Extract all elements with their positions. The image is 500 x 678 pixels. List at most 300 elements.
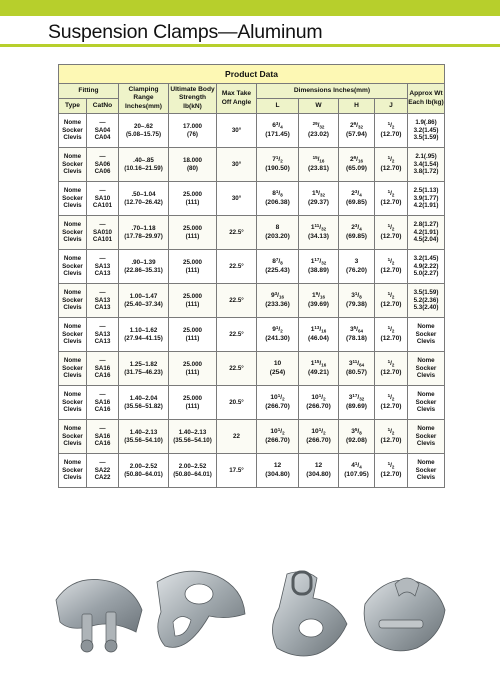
cell-text: (35.56–51.82) bbox=[124, 402, 163, 410]
cell-text: (29.37) bbox=[308, 198, 329, 206]
cell-text: (69.85) bbox=[346, 198, 367, 206]
cell-type bbox=[59, 420, 87, 454]
cell-type bbox=[59, 386, 87, 420]
cell-text: — bbox=[99, 152, 106, 160]
cell-catno bbox=[87, 114, 119, 148]
cell-text: (80.57) bbox=[346, 368, 367, 376]
cell-range bbox=[119, 386, 169, 420]
cell-L: $8^7/8$ (225.43) bbox=[257, 250, 299, 284]
header-L: L bbox=[257, 99, 299, 114]
cell-text: CA16 bbox=[94, 440, 111, 448]
cell-W: 12 (304.80) bbox=[299, 454, 339, 488]
table-row bbox=[59, 352, 445, 386]
cell-text: SA010 bbox=[93, 228, 112, 236]
cell-text: (111) bbox=[185, 266, 200, 274]
cell-text: Clevis bbox=[63, 202, 82, 210]
cell-text: (23.02) bbox=[308, 130, 329, 138]
cell-text: (203.20) bbox=[265, 232, 290, 240]
cell-type bbox=[59, 352, 87, 386]
cell-L: 8 (203.20) bbox=[257, 216, 299, 250]
cell-angle bbox=[217, 250, 257, 284]
cell-catno bbox=[87, 318, 119, 352]
cell-strength bbox=[169, 250, 217, 284]
cell-text: (12.70) bbox=[380, 232, 402, 240]
cell-text: 30° bbox=[231, 160, 242, 168]
cell-text: Socker bbox=[62, 364, 83, 372]
cell-text: CA16 bbox=[94, 372, 111, 380]
cell-range bbox=[119, 318, 169, 352]
header-J: J bbox=[375, 99, 408, 114]
cell-text: SA04 bbox=[94, 126, 111, 134]
cell-angle bbox=[217, 420, 257, 454]
product-photos bbox=[52, 562, 452, 662]
cell-text: 1.9(.86) bbox=[415, 118, 437, 126]
cell-text: 4.2(1.91) bbox=[413, 202, 439, 210]
cell-text: (12.70) bbox=[380, 334, 402, 342]
cell-H: $2^9/16$ (65.09) bbox=[339, 148, 375, 182]
cell-text: 22.5° bbox=[229, 262, 244, 270]
cell-L: $9^1/2$ (241.30) bbox=[257, 318, 299, 352]
cell-text: 4.5(2.04) bbox=[413, 236, 439, 244]
cell-text: (65.09) bbox=[346, 164, 367, 172]
cell-text: CA13 bbox=[94, 304, 111, 312]
cell-L: $6^3/4$ (171.45) bbox=[257, 114, 299, 148]
cell-W: $1^{15}/16$ (49.21) bbox=[299, 352, 339, 386]
cell-J: $^1$/2 (12.70) bbox=[375, 250, 408, 284]
cell-text: Clevis bbox=[63, 168, 82, 176]
cell-text: 1.00–1.47 bbox=[129, 292, 158, 300]
table-row bbox=[59, 454, 445, 488]
cell-text: (266.70) bbox=[306, 402, 331, 410]
cell-text: (111) bbox=[185, 232, 200, 240]
cell-text: (266.70) bbox=[265, 402, 290, 410]
cell-text: CA22 bbox=[94, 474, 111, 482]
cell-range bbox=[119, 284, 169, 318]
cell-text: 4.2(1.91) bbox=[413, 228, 439, 236]
header-fitting: Fitting bbox=[59, 84, 119, 99]
cell-text: 22.5° bbox=[229, 364, 244, 372]
cell-text: (12.70) bbox=[380, 130, 402, 138]
cell-text: 3.5(1.59) bbox=[413, 288, 439, 296]
cell-strength bbox=[169, 420, 217, 454]
cell-text: Nome bbox=[63, 118, 82, 126]
cell-text: 22.5° bbox=[229, 228, 244, 236]
cell-text: SA13 bbox=[94, 330, 111, 338]
cell-range bbox=[119, 352, 169, 386]
cell-L: $8^1/8$ (206.38) bbox=[257, 182, 299, 216]
cell-text: (266.70) bbox=[306, 436, 331, 444]
cell-text: 3.4(1.54) bbox=[413, 160, 439, 168]
cell-text: Clevis bbox=[63, 134, 82, 142]
cell-text: (254) bbox=[269, 368, 286, 376]
title-underline bbox=[0, 44, 500, 47]
cell-text: (35.56–54.10) bbox=[173, 436, 212, 444]
cell-text: CA101 bbox=[92, 236, 113, 244]
cell-text: Nome bbox=[63, 424, 82, 432]
cell-H: $2^3/4$ (69.85) bbox=[339, 182, 375, 216]
cell-text: (17.78–29.97) bbox=[124, 232, 163, 240]
cell-text: (31.75–46.23) bbox=[124, 368, 163, 376]
cell-text: (10.16–21.59) bbox=[124, 164, 163, 172]
cell-text: (92.08) bbox=[346, 436, 367, 444]
cell-text: Socker bbox=[415, 330, 437, 338]
clamp-photo-4 bbox=[357, 570, 452, 662]
cell-text: Nome bbox=[63, 152, 82, 160]
cell-range bbox=[119, 250, 169, 284]
cell-text: (12.70) bbox=[380, 164, 402, 172]
cell-text: 30° bbox=[231, 126, 242, 134]
cell-H: $3^5/8$ (92.08) bbox=[339, 420, 375, 454]
cell-text: (111) bbox=[185, 334, 200, 342]
cell-W: $10^1/2$ (266.70) bbox=[299, 386, 339, 420]
cell-H: $3^{11}/64$ (80.57) bbox=[339, 352, 375, 386]
cell-L: 10 (254) bbox=[257, 352, 299, 386]
table-row bbox=[59, 114, 445, 148]
header-catno: CatNo bbox=[87, 99, 119, 114]
cell-text: (23.81) bbox=[308, 164, 329, 172]
cell-J: $^1$/2 (12.70) bbox=[375, 352, 408, 386]
cell-range bbox=[119, 216, 169, 250]
cell-text: (46.04) bbox=[308, 334, 329, 342]
cell-weight bbox=[408, 250, 445, 284]
cell-text: — bbox=[99, 458, 106, 466]
cell-text: 25.000 bbox=[183, 326, 202, 334]
cell-text: — bbox=[99, 390, 106, 398]
header-type: Type bbox=[59, 99, 87, 114]
cell-text: 20–.62 bbox=[134, 122, 153, 130]
cell-text: Socker bbox=[62, 160, 83, 168]
cell-text: 3.2(1.45) bbox=[413, 126, 439, 134]
cell-text: (304.80) bbox=[306, 470, 331, 478]
cell-text: 22.5° bbox=[229, 296, 244, 304]
cell-text: Socker bbox=[62, 262, 83, 270]
header-W: W bbox=[299, 99, 339, 114]
cell-text: 17.000 bbox=[183, 122, 202, 130]
cell-text: (12.70) bbox=[380, 470, 402, 478]
cell-text: 2.8(1.27) bbox=[413, 220, 439, 228]
cell-type bbox=[59, 148, 87, 182]
cell-range bbox=[119, 420, 169, 454]
cell-text: Socker bbox=[415, 398, 437, 406]
cell-text: (76) bbox=[186, 130, 198, 138]
cell-catno bbox=[87, 148, 119, 182]
cell-text: 17.5° bbox=[229, 466, 244, 474]
cell-text: (233.36) bbox=[265, 300, 290, 308]
cell-text: — bbox=[99, 118, 106, 126]
cell-text: CA13 bbox=[94, 338, 111, 346]
cell-text: SA22 bbox=[94, 466, 111, 474]
cell-W: $^{29}$/32 (23.02) bbox=[299, 114, 339, 148]
cell-text: Socker bbox=[415, 364, 437, 372]
cell-text: (266.70) bbox=[265, 436, 290, 444]
cell-text: Socker bbox=[62, 398, 83, 406]
cell-text: (12.70) bbox=[380, 198, 402, 206]
clamp-photo-3 bbox=[257, 568, 357, 662]
cell-text: (111) bbox=[185, 198, 200, 206]
cell-text: (12.70) bbox=[380, 402, 402, 410]
cell-J: $^1$/2 (12.70) bbox=[375, 386, 408, 420]
cell-text: .40–.85 bbox=[133, 156, 154, 164]
cell-W: $1^{13}/16$ (46.04) bbox=[299, 318, 339, 352]
cell-text: Nome bbox=[63, 390, 82, 398]
cell-text: Nome bbox=[63, 254, 82, 262]
cell-catno bbox=[87, 454, 119, 488]
cell-H: $3^5/64$ (78.18) bbox=[339, 318, 375, 352]
cell-weight bbox=[408, 318, 445, 352]
cell-text: (57.94) bbox=[346, 130, 367, 138]
cell-type bbox=[59, 182, 87, 216]
cell-text: (79.38) bbox=[346, 300, 367, 308]
cell-W: $1^9/16$ (39.69) bbox=[299, 284, 339, 318]
cell-text: (111) bbox=[185, 402, 200, 410]
cell-J: $^1$/2 (12.70) bbox=[375, 454, 408, 488]
cell-text: .90–1.39 bbox=[131, 258, 156, 266]
cell-weight bbox=[408, 114, 445, 148]
cell-W: $1^5/32$ (29.37) bbox=[299, 182, 339, 216]
cell-strength bbox=[169, 284, 217, 318]
cell-weight bbox=[408, 216, 445, 250]
cell-text: Clevis bbox=[63, 338, 82, 346]
cell-text: Clevis bbox=[416, 474, 436, 482]
header-dimensions: Dimensions Inches(mm) bbox=[257, 84, 408, 99]
cell-text: Socker bbox=[62, 330, 83, 338]
cell-angle bbox=[217, 386, 257, 420]
product-data-table bbox=[58, 64, 445, 488]
cell-weight bbox=[408, 352, 445, 386]
cell-J: $^1$/2 (12.70) bbox=[375, 284, 408, 318]
cell-text: (5.08–15.75) bbox=[125, 130, 162, 138]
cell-text: Nome bbox=[417, 322, 435, 330]
cell-text: (89.69) bbox=[346, 402, 367, 410]
header-ultimate: Ultimate Body Strength lb(kN) bbox=[169, 84, 217, 114]
cell-L: $7^1/2$ (190.50) bbox=[257, 148, 299, 182]
cell-text: Nome bbox=[63, 356, 82, 364]
cell-text: — bbox=[99, 356, 106, 364]
cell-text: (107.95) bbox=[344, 470, 369, 478]
cell-range bbox=[119, 454, 169, 488]
cell-text: Clevis bbox=[63, 406, 82, 414]
cell-text: 18.000 bbox=[183, 156, 202, 164]
cell-text: 1.40–2.13 bbox=[178, 428, 207, 436]
cell-text: 25.000 bbox=[183, 394, 202, 402]
header-clamping: Clamping Range Inches(mm) bbox=[119, 84, 169, 114]
cell-text: Nome bbox=[63, 322, 82, 330]
table-row bbox=[59, 318, 445, 352]
cell-text: 30° bbox=[231, 194, 242, 202]
cell-text: 22.5° bbox=[229, 330, 244, 338]
cell-text: 25.000 bbox=[183, 360, 202, 368]
cell-text: (50.80–64.01) bbox=[124, 470, 163, 478]
cell-text: (76.20) bbox=[346, 266, 367, 274]
cell-angle bbox=[217, 114, 257, 148]
cell-text: CA13 bbox=[94, 270, 111, 278]
cell-strength bbox=[169, 454, 217, 488]
cell-text: 5.3(2.40) bbox=[413, 304, 439, 312]
cell-weight bbox=[408, 284, 445, 318]
cell-text: CA101 bbox=[92, 202, 113, 210]
cell-H: 3 (76.20) bbox=[339, 250, 375, 284]
cell-text: Nome bbox=[63, 458, 82, 466]
cell-text: (35.56–54.10) bbox=[124, 436, 163, 444]
table-row bbox=[59, 386, 445, 420]
cell-range bbox=[119, 182, 169, 216]
cell-text: SA16 bbox=[94, 432, 111, 440]
cell-text: (22.86–35.31) bbox=[124, 266, 163, 274]
cell-W: $1^{11}/32$ (34.13) bbox=[299, 216, 339, 250]
cell-text: (50.80–64.01) bbox=[173, 470, 212, 478]
cell-text: — bbox=[99, 424, 106, 432]
cell-text: (206.38) bbox=[265, 198, 290, 206]
cell-text: — bbox=[99, 288, 106, 296]
table-row bbox=[59, 250, 445, 284]
cell-strength bbox=[169, 216, 217, 250]
cell-J: $^1$/2 (12.70) bbox=[375, 318, 408, 352]
cell-text: 25.000 bbox=[183, 292, 202, 300]
cell-text: 3.5(1.59) bbox=[413, 134, 439, 142]
cell-weight bbox=[408, 148, 445, 182]
cell-text: .70–1.18 bbox=[131, 224, 156, 232]
cell-text: 25.000 bbox=[183, 258, 202, 266]
cell-strength bbox=[169, 318, 217, 352]
cell-angle bbox=[217, 352, 257, 386]
cell-text: (12.70) bbox=[380, 368, 402, 376]
cell-text: (12.70) bbox=[380, 300, 402, 308]
cell-W: $1^{17}/32$ (38.89) bbox=[299, 250, 339, 284]
cell-text: (241.30) bbox=[265, 334, 290, 342]
cell-text: (12.70) bbox=[380, 436, 402, 444]
cell-text: Clevis bbox=[416, 338, 436, 346]
cell-text: Clevis bbox=[63, 474, 82, 482]
cell-text: 3.8(1.72) bbox=[413, 168, 439, 176]
table-row bbox=[59, 420, 445, 454]
cell-text: Socker bbox=[62, 228, 83, 236]
cell-text: (225.43) bbox=[265, 266, 290, 274]
cell-text: Socker bbox=[62, 194, 83, 202]
cell-text: (69.85) bbox=[346, 232, 367, 240]
cell-text: (78.18) bbox=[346, 334, 367, 342]
cell-text: Nome bbox=[417, 458, 435, 466]
cell-type bbox=[59, 114, 87, 148]
cell-text: (38.89) bbox=[308, 266, 329, 274]
cell-text: 2.1(.95) bbox=[415, 152, 437, 160]
cell-weight bbox=[408, 454, 445, 488]
cell-text: CA04 bbox=[94, 134, 111, 142]
cell-text: 2.00–2.52 bbox=[129, 462, 158, 470]
cell-text: 1.25–1.82 bbox=[129, 360, 158, 368]
cell-text: (12.70) bbox=[380, 266, 402, 274]
cell-text: Socker bbox=[415, 432, 437, 440]
cell-catno bbox=[87, 386, 119, 420]
cell-catno bbox=[87, 250, 119, 284]
clamp-photo-2 bbox=[147, 562, 257, 660]
cell-text: 25.000 bbox=[183, 224, 202, 232]
cell-text: Socker bbox=[62, 296, 83, 304]
cell-text: Socker bbox=[62, 126, 83, 134]
top-accent-bar bbox=[0, 0, 500, 16]
cell-strength bbox=[169, 114, 217, 148]
header-maxtake: Max Take Off Angle bbox=[217, 84, 257, 114]
cell-text: SA16 bbox=[94, 398, 111, 406]
cell-W: $10^1/2$ (266.70) bbox=[299, 420, 339, 454]
cell-text: 20.5° bbox=[229, 398, 244, 406]
cell-text: Nome bbox=[63, 288, 82, 296]
cell-text: Clevis bbox=[63, 304, 82, 312]
cell-text: Socker bbox=[415, 466, 437, 474]
cell-text: SA13 bbox=[94, 296, 111, 304]
table-caption: Product Data bbox=[59, 65, 445, 84]
cell-text: 2.00–2.52 bbox=[178, 462, 207, 470]
cell-weight bbox=[408, 420, 445, 454]
cell-text: CA16 bbox=[94, 406, 111, 414]
cell-weight bbox=[408, 182, 445, 216]
cell-L: 12 (304.80) bbox=[257, 454, 299, 488]
cell-text: (171.45) bbox=[265, 130, 290, 138]
cell-catno bbox=[87, 352, 119, 386]
cell-strength bbox=[169, 352, 217, 386]
cell-text: Clevis bbox=[63, 236, 82, 244]
cell-text: Nome bbox=[63, 220, 82, 228]
header-H: H bbox=[339, 99, 375, 114]
cell-text: (111) bbox=[185, 300, 200, 308]
cell-angle bbox=[217, 318, 257, 352]
cell-L: $10^1/2$ (266.70) bbox=[257, 420, 299, 454]
cell-J: $^1$/2 (12.70) bbox=[375, 114, 408, 148]
cell-L: $10^1/2$ (266.70) bbox=[257, 386, 299, 420]
cell-catno bbox=[87, 420, 119, 454]
cell-text: .50–1.04 bbox=[131, 190, 156, 198]
table-row bbox=[59, 182, 445, 216]
cell-text: 2.5(1.13) bbox=[413, 186, 439, 194]
cell-type bbox=[59, 318, 87, 352]
cell-text: Clevis bbox=[416, 406, 436, 414]
cell-type bbox=[59, 216, 87, 250]
cell-angle bbox=[217, 182, 257, 216]
cell-J: $^1$/2 (12.70) bbox=[375, 420, 408, 454]
cell-L: $9^3/16$ (233.36) bbox=[257, 284, 299, 318]
cell-text: 5.0(2.27) bbox=[413, 270, 439, 278]
cell-H: $3^{17}/32$ (89.69) bbox=[339, 386, 375, 420]
cell-J: $^1$/2 (12.70) bbox=[375, 182, 408, 216]
cell-text: (49.21) bbox=[308, 368, 329, 376]
cell-text: Clevis bbox=[63, 372, 82, 380]
table-row bbox=[59, 284, 445, 318]
cell-text: Clevis bbox=[416, 372, 436, 380]
cell-text: 3.2(1.45) bbox=[413, 254, 439, 262]
cell-angle bbox=[217, 284, 257, 318]
cell-catno bbox=[87, 284, 119, 318]
cell-range bbox=[119, 114, 169, 148]
header-weight: Approx Wt Each lb(kg) bbox=[408, 84, 445, 114]
page-title: Suspension Clamps—Aluminum bbox=[48, 21, 323, 43]
cell-text: 3.9(1.77) bbox=[413, 194, 439, 202]
cell-text: — bbox=[99, 220, 106, 228]
cell-angle bbox=[217, 148, 257, 182]
table-row bbox=[59, 216, 445, 250]
cell-type bbox=[59, 454, 87, 488]
cell-text: Socker bbox=[62, 432, 83, 440]
cell-text: SA10 bbox=[94, 194, 111, 202]
cell-text: Nome bbox=[63, 186, 82, 194]
cell-text: 1.40–2.04 bbox=[129, 394, 158, 402]
cell-catno bbox=[87, 182, 119, 216]
cell-angle bbox=[217, 216, 257, 250]
cell-weight bbox=[408, 386, 445, 420]
cell-type bbox=[59, 284, 87, 318]
cell-H: $3^1/8$ (79.38) bbox=[339, 284, 375, 318]
cell-text: 1.10–1.62 bbox=[129, 326, 158, 334]
cell-text: — bbox=[99, 186, 106, 194]
cell-text: (304.80) bbox=[265, 470, 290, 478]
